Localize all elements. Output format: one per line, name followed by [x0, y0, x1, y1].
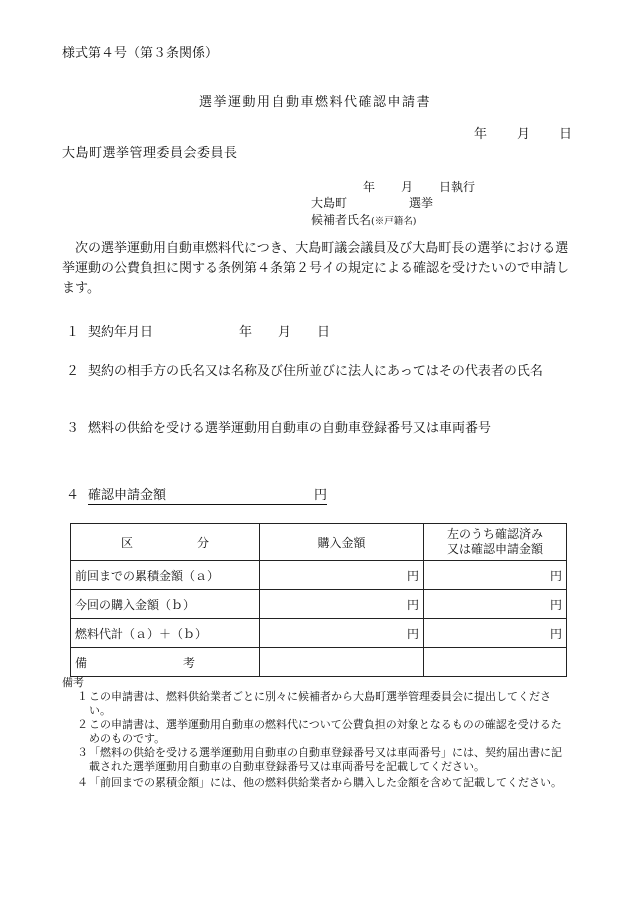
note-number: ４: [77, 776, 88, 789]
item-label: 契約年月日: [88, 325, 154, 340]
remarks-cell: [424, 648, 567, 677]
note-text: この申請書は、選挙運動用自動車の燃料代について公費負担の対象となるものの確認を受けるためのものです。: [89, 718, 562, 745]
purchase-amount-cell: 円: [260, 561, 424, 590]
row-label: 前回までの累積金額（ａ）: [71, 561, 260, 590]
item-month: 月: [278, 325, 292, 340]
item-contract-date: [66, 325, 330, 341]
election-label: 選挙: [409, 196, 434, 210]
item-day: 日: [317, 325, 331, 340]
item-number: ４: [66, 488, 80, 503]
purchase-amount-cell: 円: [260, 619, 424, 648]
item-number: ３: [66, 421, 80, 436]
note-item: [62, 690, 572, 718]
table-header-row: [71, 524, 567, 561]
exec-month: 月: [401, 180, 414, 194]
header-confirmed-line2: 又は確認申請金額: [446, 542, 543, 556]
exec-year: 年: [363, 180, 376, 194]
remarks-label-b: 考: [183, 655, 196, 670]
remarks-label-a: 備: [75, 655, 88, 670]
confirmed-amount-cell: 円: [424, 619, 567, 648]
header-category-a: 区: [120, 535, 133, 550]
remarks-row: [71, 648, 567, 677]
header-confirmed-line1: 左のうち確認済み: [446, 527, 543, 541]
header-purchase-amount: 購入金額: [260, 524, 424, 561]
item-label: 確認申請金額: [88, 488, 167, 503]
item-number: ２: [66, 364, 80, 379]
remarks-label: [71, 648, 260, 677]
document-title: 選挙運動用自動車燃料代確認申請書: [198, 95, 431, 110]
amount-unit: 円: [314, 488, 328, 503]
header-confirmed-amount: [424, 524, 567, 561]
item-requested-amount: [66, 488, 327, 504]
row-label: 燃料代計（ａ）＋（ｂ）: [71, 619, 260, 648]
amount-field: [88, 488, 327, 505]
application-statement: 次の選挙運動用自動車燃料代につき、大島町議会議員及び大島町長の選挙における選挙運動の公費負担に関する条例第４条第２号イの規定による確認を受けたいので申請します。: [62, 241, 570, 296]
application-date: [474, 127, 572, 143]
confirmed-amount-cell: 円: [424, 561, 567, 590]
form-number: 様式第４号（第３条関係）: [62, 46, 219, 61]
candidate-note: (※戸籍名): [371, 216, 417, 227]
exec-day: 日執行: [439, 180, 476, 194]
item-label: 契約の相手方の氏名又は名称及び住所並びに法人にあってはその代表者の氏名: [88, 364, 543, 379]
election-date: [363, 180, 475, 195]
confirmed-amount-cell: 円: [424, 590, 567, 619]
note-item: [62, 776, 572, 790]
table-row: [71, 590, 567, 619]
note-text: この申請書は、燃料供給業者ごとに別々に候補者から大島町選挙管理委員会に提出してください。: [89, 690, 551, 717]
item-vehicle-number: [66, 421, 491, 437]
candidate-label: 候補者氏名: [311, 213, 372, 227]
notes-title: 備考: [62, 676, 84, 689]
date-month: 月: [517, 127, 531, 142]
item-number: １: [66, 325, 80, 340]
note-text: 「燃料の供給を受ける選挙運動用自動車の自動車登録番号又は車両番号」には、契約届出書に記載された選挙運動用自動車の自動車登録番号又は車両番号を記載してください。: [89, 746, 562, 773]
header-category: [71, 524, 260, 561]
candidate-name-line: [311, 213, 416, 229]
election-name: [311, 196, 433, 211]
note-text: 「前回までの累積金額」には、他の燃料供給業者から購入した金額を含めて記載してください。: [89, 776, 562, 789]
date-year: 年: [474, 127, 488, 142]
note-number: ３: [77, 746, 88, 759]
item-year: 年: [239, 325, 253, 340]
date-day: 日: [559, 127, 573, 142]
note-number: ２: [77, 718, 88, 731]
town-name: 大島町: [311, 196, 348, 210]
header-category-b: 分: [197, 535, 210, 550]
item-label: 燃料の供給を受ける選挙運動用自動車の自動車登録番号又は車両番号: [88, 421, 492, 436]
note-item: [62, 718, 572, 746]
note-number: １: [77, 690, 88, 703]
recipient: 大島町選挙管理委員会委員長: [62, 146, 238, 161]
amount-table: [70, 523, 567, 677]
note-item: [62, 746, 572, 774]
table-row: [71, 561, 567, 590]
purchase-amount-cell: 円: [260, 590, 424, 619]
table-row: [71, 619, 567, 648]
remarks-cell: [260, 648, 424, 677]
row-label: 今回の購入金額（ｂ）: [71, 590, 260, 619]
item-contractor: [66, 364, 543, 380]
